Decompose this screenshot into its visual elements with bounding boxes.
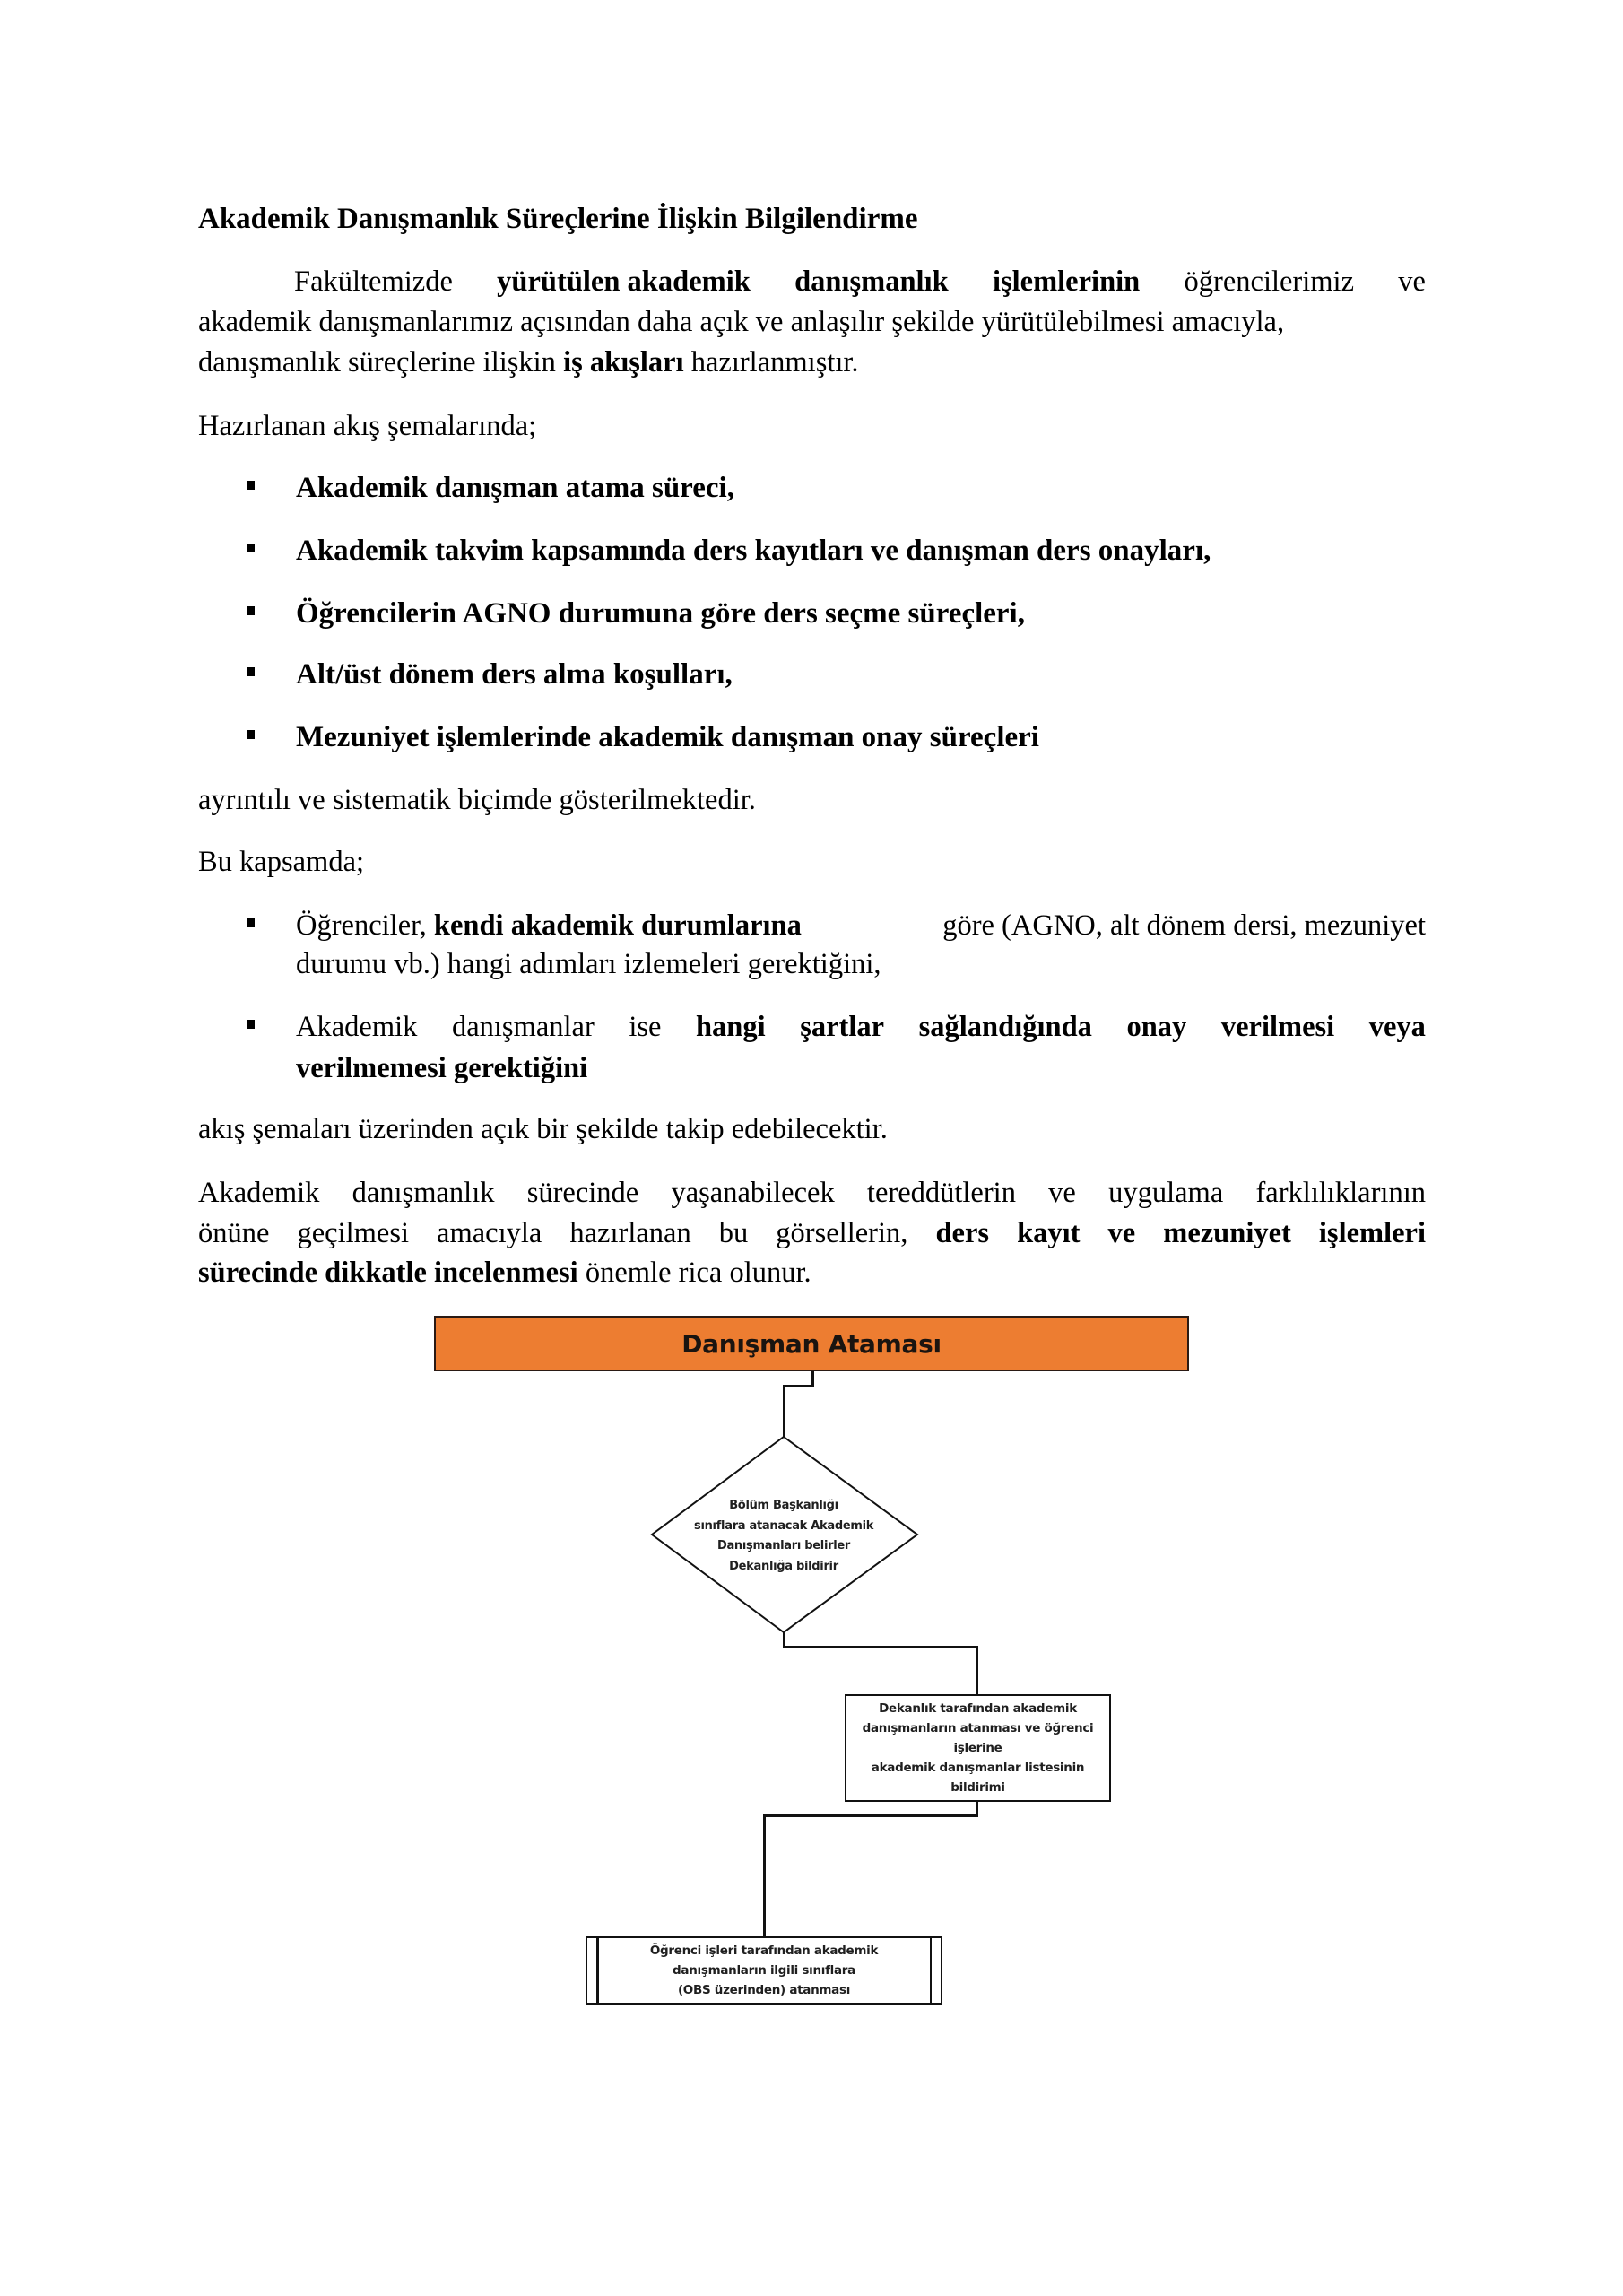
bullet-icon: [247, 918, 255, 927]
closing-line-3: [198, 1253, 1426, 1293]
text: önemle rica olunur.: [577, 1257, 812, 1289]
text: danışmanlık süreçlerine ilişkin: [198, 346, 564, 378]
bullet-icon: [247, 544, 255, 552]
bullet-icon: [247, 667, 255, 676]
intro-word: öğrencilerimiz: [1184, 265, 1355, 298]
word-bold: veya: [1368, 1011, 1426, 1043]
word-bold: şartlar: [800, 1011, 885, 1043]
flowchart-header-label: Danışman Ataması: [681, 1328, 942, 1359]
process-text-line: bildirimi: [950, 1780, 1005, 1795]
connector-line: [976, 1646, 978, 1696]
process-text-line: akademik danışmanlar listesinin: [871, 1761, 1085, 1775]
list-intro: Hazırlanan akış şemalarında;: [198, 410, 537, 442]
text: göre (AGNO, alt dönem dersi, mezuniyet: [935, 909, 1426, 942]
decision-text-line: Bölüm Başkanlığı: [729, 1499, 838, 1512]
connector-line: [763, 1814, 766, 1938]
flowchart-header: [434, 1316, 1189, 1371]
decision-text-line: Dekanlığa bildirir: [729, 1559, 838, 1573]
scope-item-1-line-1: [296, 906, 1426, 946]
closing-line-1: Akademik danışmanlık sürecinde yaşanabilecek tereddütlerin ve uygulama farklılıklarının: [198, 1177, 1426, 1209]
connector-line: [783, 1385, 785, 1437]
scope-outro: akış şemaları üzerinden açık bir şekilde takip edebilecektir.: [198, 1113, 888, 1145]
page-title: Akademik Danışmanlık Süreçlerine İlişkin Bilgilendirme: [198, 203, 918, 235]
scope-item-2-line-1: [296, 1007, 1426, 1048]
word-bold: hangi: [695, 1011, 766, 1043]
word-bold: onay: [1126, 1011, 1187, 1043]
process-text-line: işlerine: [953, 1741, 1002, 1755]
list-item: Akademik danışman atama süreci,: [296, 472, 734, 504]
list-item: Akademik takvim kapsamında ders kayıtları ve danışman ders onayları,: [296, 535, 1211, 567]
word: Akademik: [296, 1011, 418, 1043]
scope-item-2-line-2: verilmemesi gerektiğini: [296, 1052, 588, 1084]
intro-word: ve: [1398, 265, 1426, 298]
emphasis: ders kayıt ve mezuniyet işlemleri: [935, 1217, 1426, 1249]
decision-text-line: Danışmanları belirler: [716, 1539, 851, 1552]
word-bold: verilmesi: [1220, 1011, 1335, 1043]
emphasis: sürecinde dikkatle incelenmesi: [198, 1257, 578, 1289]
word-bold: sağlandığında: [918, 1011, 1092, 1043]
predefined-text-line: (OBS üzerinden) atanması: [677, 1983, 851, 1997]
predefined-process-box: [586, 1936, 942, 2005]
bullet-icon: [247, 481, 255, 490]
intro-line-3: [198, 343, 1426, 383]
closing-line-2: [198, 1213, 1426, 1254]
list-item: Alt/üst dönem ders alma koşulları,: [296, 658, 733, 691]
text: [296, 906, 802, 946]
intro-word: Fakültemizde: [294, 265, 453, 298]
word: danışmanlar: [451, 1011, 595, 1043]
emphasis: iş akışları: [563, 346, 684, 378]
text: Öğrenciler,: [296, 909, 434, 942]
intro-word-bold: danışmanlık: [794, 265, 949, 298]
connector-line: [783, 1646, 978, 1648]
scope-item-1-line-2: durumu vb.) hangi adımları izlemeleri gerektiğini,: [296, 948, 881, 980]
scope-intro: Bu kapsamda;: [198, 846, 365, 878]
list-item: Mezuniyet işlemlerinde akademik danışman onay süreçleri: [296, 721, 1039, 753]
decision-text-line: sınıflara atanacak Akademik: [694, 1518, 874, 1533]
intro-line-1: [294, 262, 1426, 302]
bullet-icon: [247, 730, 255, 739]
list-item: Öğrencilerin AGNO durumuna göre ders seçme süreçleri,: [296, 597, 1025, 630]
process-text-line: danışmanların atanması ve öğrenci: [862, 1721, 1094, 1735]
text: önüne geçilmesi amacıyla hazırlanan bu görsellerin,: [198, 1217, 908, 1249]
intro-word-bold: yürütülen akademik: [497, 265, 751, 298]
process-text-line: Dekanlık tarafından akademik: [879, 1701, 1077, 1716]
bullet-icon: [247, 606, 255, 615]
predefined-text-line: Öğrenci işleri tarafından akademik: [649, 1944, 879, 1958]
word: ise: [629, 1011, 662, 1043]
process-box: [845, 1694, 1111, 1802]
bullet-icon: [247, 1020, 255, 1029]
text: hazırlanmıştır.: [683, 346, 859, 378]
emphasis: kendi akademik durumlarına: [433, 909, 802, 942]
decision-text: [694, 1496, 873, 1577]
predefined-left-bar: [596, 1938, 599, 2003]
intro-line-2: akademik danışmanlarımız açısından daha açık ve anlaşılır şekilde yürütülebilmesi amacıyla,: [198, 306, 1285, 338]
predefined-text-line: danışmanların ilgili sınıflara: [673, 1963, 855, 1978]
connector-line: [783, 1385, 814, 1387]
intro-word-bold: işlemlerinin: [992, 265, 1141, 298]
predefined-right-bar: [930, 1938, 933, 2003]
connector-line: [763, 1814, 978, 1817]
list-outro: ayrıntılı ve sistematik biçimde gösterilmektedir.: [198, 784, 756, 816]
